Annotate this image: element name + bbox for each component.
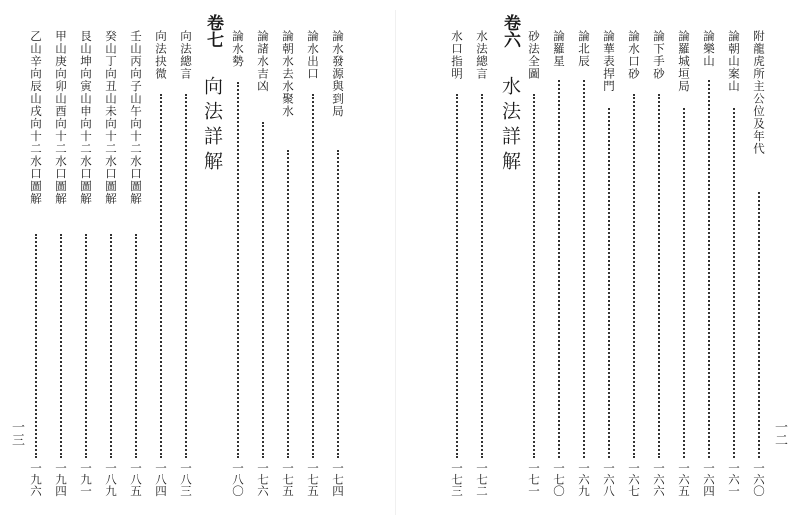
leader-dots xyxy=(558,80,560,458)
entry-title: 甲山庚向卯山酉向十二水口圖解 xyxy=(54,30,68,205)
toc-entry[interactable] xyxy=(103,22,119,512)
entry-title: 乙山辛向辰山戌向十二水口圖解 xyxy=(29,30,43,205)
right-page xyxy=(396,0,793,529)
entry-title: 水法總言 xyxy=(475,30,489,80)
leader-dots xyxy=(160,94,162,458)
entry-page: 一九六 xyxy=(29,462,43,497)
toc-entry[interactable] xyxy=(601,22,617,512)
entry-page: 一七六 xyxy=(256,462,270,497)
leader-dots xyxy=(287,150,289,458)
entry-title: 論北辰 xyxy=(577,30,591,68)
entry-title: 論羅城垣局 xyxy=(677,30,691,93)
toc-entry[interactable] xyxy=(651,22,667,512)
entry-page: 一六四 xyxy=(702,462,716,497)
entry-title: 論諸水吉凶 xyxy=(256,30,270,93)
volume-label: 卷六 xyxy=(500,14,520,48)
toc-entry[interactable] xyxy=(28,22,44,512)
leader-dots xyxy=(312,94,314,458)
leader-dots xyxy=(608,108,610,458)
toc-entry[interactable] xyxy=(255,22,271,512)
entry-title: 砂法全圖 xyxy=(527,30,541,80)
entry-page: 一八三 xyxy=(179,462,193,497)
entry-title: 艮山坤向寅山申向十二水口圖解 xyxy=(79,30,93,205)
toc-entry[interactable] xyxy=(305,22,321,512)
toc-entry[interactable] xyxy=(53,22,69,512)
leader-dots xyxy=(337,150,339,458)
leader-dots xyxy=(185,94,187,458)
entry-page: 一六八 xyxy=(602,462,616,497)
toc-entry[interactable] xyxy=(526,22,542,512)
folio-number: 一三 xyxy=(9,420,24,446)
leader-dots xyxy=(708,80,710,458)
toc-entry[interactable] xyxy=(230,22,246,512)
entry-title: 水口指明 xyxy=(450,30,464,80)
leader-dots xyxy=(533,94,535,458)
toc-entry[interactable] xyxy=(626,22,642,512)
leader-dots xyxy=(110,234,112,458)
entry-title: 論朝水去水聚水 xyxy=(281,30,295,118)
folio-number: 一二 xyxy=(772,420,787,446)
entry-page: 一七二 xyxy=(475,462,489,497)
entry-title: 論水出口 xyxy=(306,30,320,80)
entry-page: 一七四 xyxy=(331,462,345,497)
entry-page: 一七五 xyxy=(306,462,320,497)
entry-title: 論朝山案山 xyxy=(727,30,741,93)
toc-entry[interactable] xyxy=(449,22,465,512)
toc-entry[interactable] xyxy=(78,22,94,512)
leader-dots xyxy=(85,234,87,458)
entry-page: 一八五 xyxy=(129,462,143,497)
entry-title: 向法抉微 xyxy=(154,30,168,80)
entry-title: 論華表捍門 xyxy=(602,30,616,93)
entry-title: 論水口砂 xyxy=(627,30,641,80)
entry-page: 一七五 xyxy=(281,462,295,497)
left-page xyxy=(0,0,396,529)
leader-dots xyxy=(35,234,37,458)
section-title: 向法詳解 xyxy=(201,76,223,176)
toc-entry[interactable] xyxy=(280,22,296,512)
entry-title: 論水勢 xyxy=(231,30,245,68)
entry-page: 一六六 xyxy=(652,462,666,497)
entry-title: 論下手砂 xyxy=(652,30,666,80)
entry-page: 一六五 xyxy=(677,462,691,497)
entry-title: 附龍虎所主公位及年代 xyxy=(752,30,766,155)
toc-entry[interactable] xyxy=(330,22,346,512)
toc-entry[interactable] xyxy=(676,22,692,512)
entry-title: 壬山丙向子山午向十二水口圖解 xyxy=(129,30,143,205)
leader-dots xyxy=(262,122,264,458)
leader-dots xyxy=(456,94,458,458)
entry-page: 一六九 xyxy=(577,462,591,497)
leader-dots xyxy=(481,94,483,458)
section-title: 水法詳解 xyxy=(499,76,521,176)
entry-page: 一八〇 xyxy=(231,462,245,497)
leader-dots xyxy=(633,94,635,458)
leader-dots xyxy=(733,108,735,458)
entry-page: 一八四 xyxy=(154,462,168,497)
toc-entry[interactable] xyxy=(474,22,490,512)
entry-page: 一八九 xyxy=(104,462,118,497)
leader-dots xyxy=(758,192,760,458)
leader-dots xyxy=(583,80,585,458)
toc-entry[interactable] xyxy=(726,22,742,512)
leader-dots xyxy=(135,234,137,458)
entry-page: 一九四 xyxy=(54,462,68,497)
toc-entry[interactable] xyxy=(576,22,592,512)
toc-entry[interactable] xyxy=(551,22,567,512)
entry-title: 向法總言 xyxy=(179,30,193,80)
leader-dots xyxy=(237,82,239,458)
toc-entry[interactable] xyxy=(701,22,717,512)
entry-page: 一九一 xyxy=(79,462,93,497)
entry-page: 一七一 xyxy=(527,462,541,497)
entry-title: 論水發源與到局 xyxy=(331,30,345,118)
entry-page: 一六〇 xyxy=(752,462,766,497)
leader-dots xyxy=(60,234,62,458)
toc-entry[interactable] xyxy=(153,22,169,512)
entry-page: 一七三 xyxy=(450,462,464,497)
entry-page: 一七〇 xyxy=(552,462,566,497)
toc-entry[interactable] xyxy=(178,22,194,512)
entry-page: 一六七 xyxy=(627,462,641,497)
entry-title: 論羅星 xyxy=(552,30,566,68)
entry-title: 論樂山 xyxy=(702,30,716,68)
leader-dots xyxy=(683,108,685,458)
volume-label: 卷七 xyxy=(203,14,223,48)
toc-entry[interactable] xyxy=(128,22,144,512)
entry-page: 一六一 xyxy=(727,462,741,497)
entry-title: 癸山丁向丑山未向十二水口圖解 xyxy=(104,30,118,205)
toc-entry[interactable] xyxy=(751,22,767,512)
leader-dots xyxy=(658,94,660,458)
